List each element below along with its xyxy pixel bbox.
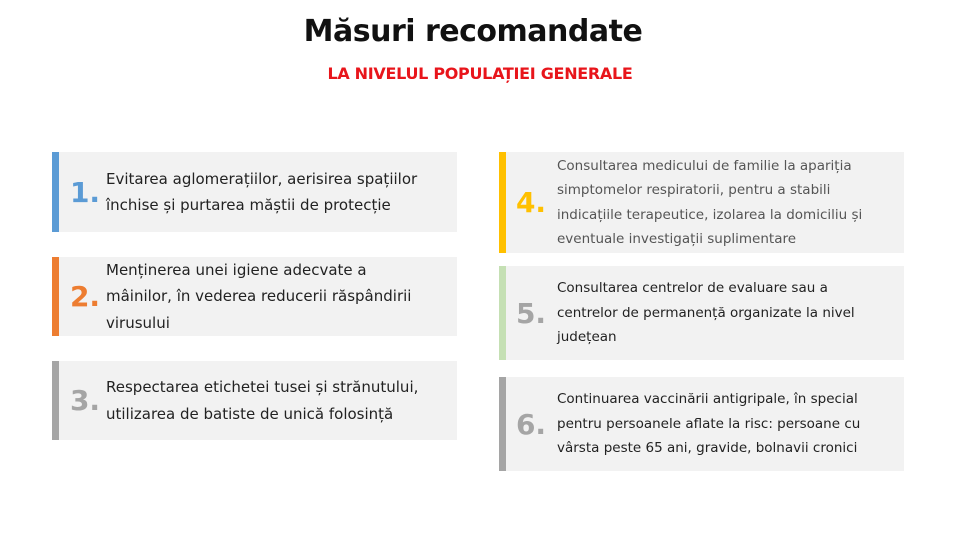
accent-bar [499, 377, 506, 471]
measure-number: 1. [69, 175, 101, 209]
measure-text: Consultarea centrelor de evaluare sau a centrelor de permanență organizate la nivel județean [557, 280, 855, 346]
measure-text: Respectarea etichetei tusei și strănutului, utilizarea de batiste de unică folosință [106, 378, 419, 423]
measure-number: 2. [69, 280, 101, 313]
measure-text: Consultarea medicului de familie la apariția simptomelor respiratorii, pentru a stabili indicațiile terapeutice, izolarea la domiciliu și eventuale investigații suplimentare [557, 157, 863, 247]
accent-bar [499, 266, 506, 360]
measure-text: Continuarea vaccinării antigripale, în special pentru persoanele aflate la risc: persoane cu vârsta peste 65 ani, gravide, bolnavii cronici [557, 391, 861, 457]
measure-text: Evitarea aglomerațiilor, aerisirea spațiilor închise și purtarea măștii de protecție [106, 169, 418, 214]
measure-card-2 [52, 257, 457, 336]
accent-bar [499, 152, 506, 253]
accent-bar [52, 152, 59, 232]
measure-number: 3. [69, 384, 101, 417]
measure-card-5 [499, 266, 904, 360]
accent-bar [52, 361, 59, 440]
accent-bar [52, 257, 59, 336]
measure-card-1 [52, 152, 457, 232]
measure-card-4 [499, 152, 904, 253]
page-title: Măsuri recomandate [303, 14, 643, 49]
page-subtitle: LA NIVELUL POPULAȚIEI GENERALE [327, 64, 633, 83]
measure-number: 6. [515, 407, 547, 441]
measure-text: Menținerea unei igiene adecvate a mâinilor, în vederea reducerii răspândirii virusului [106, 260, 412, 332]
measure-number: 5. [515, 296, 547, 330]
measure-number: 4. [515, 186, 547, 219]
measure-card-3 [52, 361, 457, 440]
measure-card-6 [499, 377, 904, 471]
